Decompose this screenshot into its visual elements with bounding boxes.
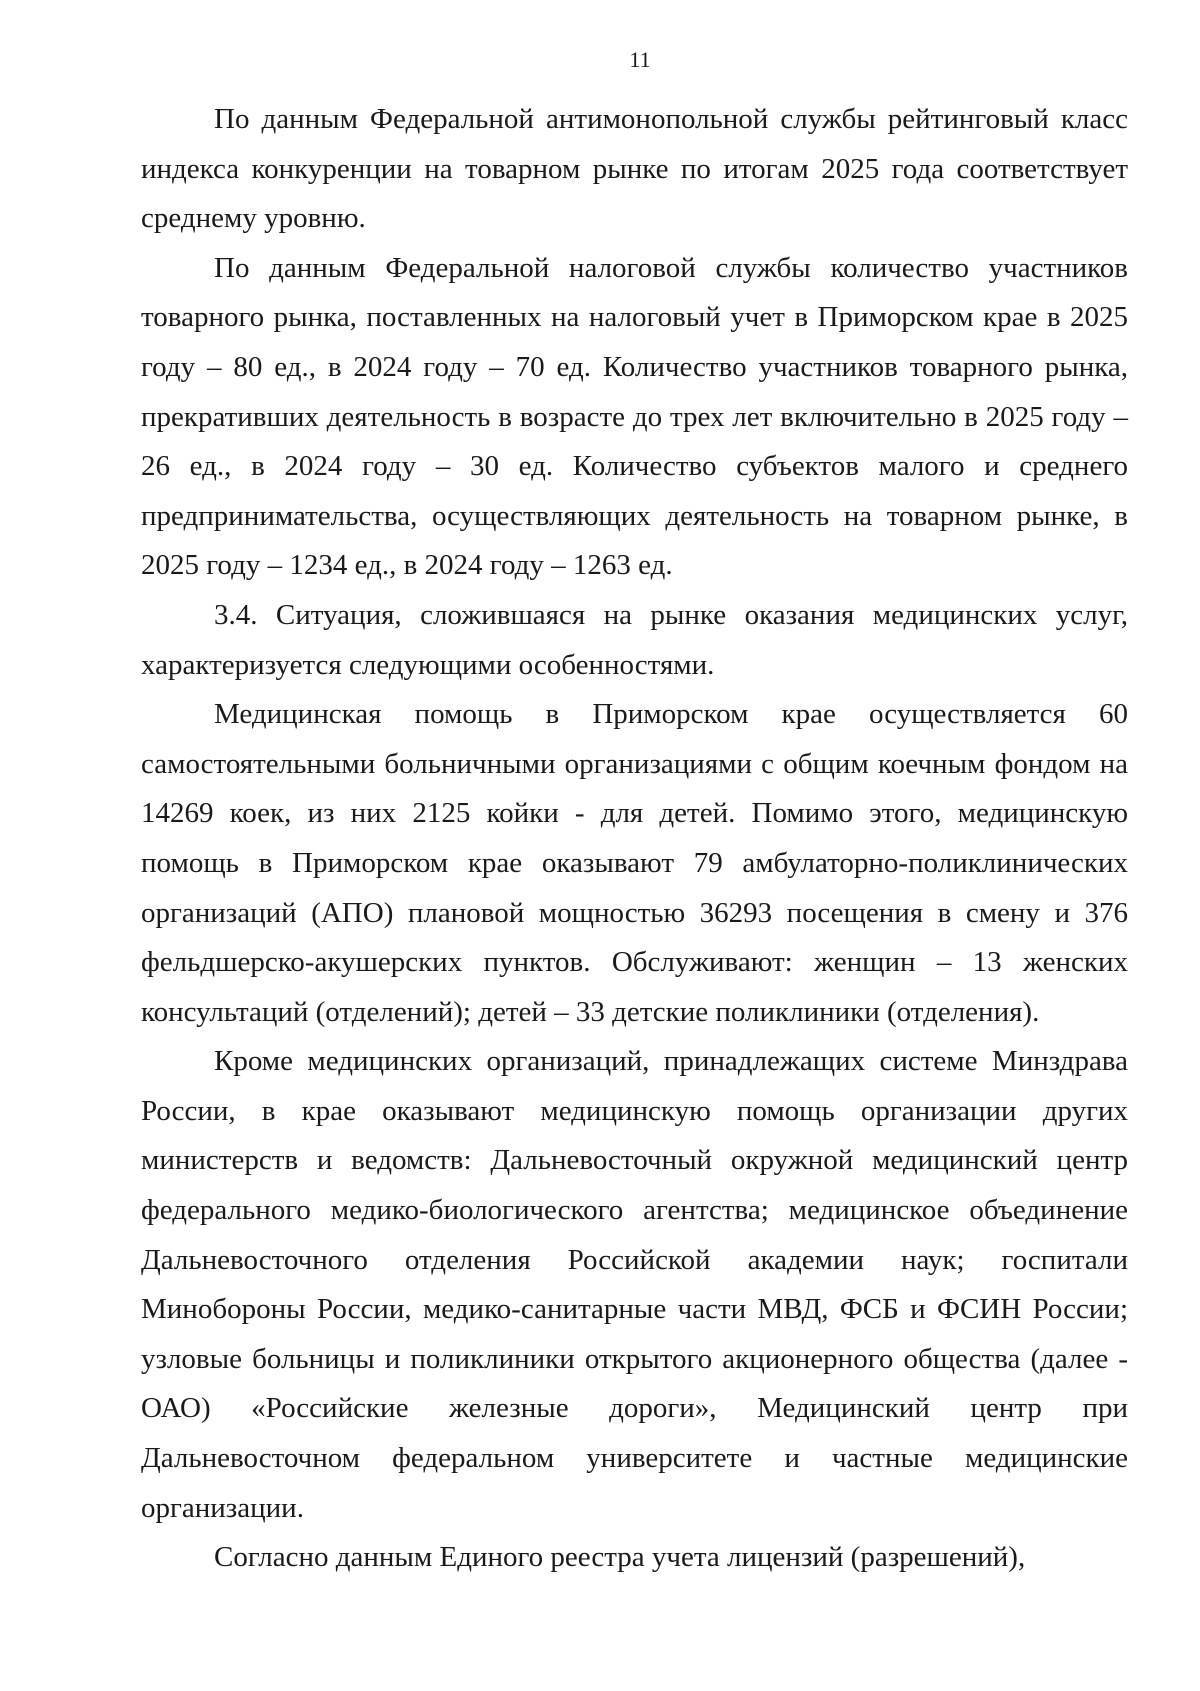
- paragraph-tax-service-data: По данным Федеральной налоговой службы количество участников товарного рынка, поставленных на налоговый учет в Приморском крае в 2025 году – 80 ед., в 2024 году – 70 ед. Количество участников товарного рынка, прекративших деятельность в возрасте до трех лет включительно в 2025 году – 26 ед., в 2024 году – 30 ед. Количество субъектов малого и среднего предпринимательства, осуществляющих деятельность на товарном рынке, в 2025 году – 1234 ед., в 2024 году – 1263 ед.: [141, 251, 1128, 582]
- paragraph-license-registry: Согласно данным Единого реестра учета лицензий (разрешений),: [214, 1541, 1026, 1574]
- document-body: [141, 95, 1128, 1583]
- paragraph-section-3-4: 3.4. Ситуация, сложившаяся на рынке оказания медицинских услуг, характеризуется следующими особенностями.: [141, 598, 1128, 681]
- paragraph-competition-index: По данным Федеральной антимонопольной службы рейтинговый класс индекса конкуренции на товарном рынке по итогам 2025 года соответствует среднему уровню.: [141, 103, 1128, 235]
- page-number: 11: [629, 47, 651, 72]
- paragraph-other-ministries: Кроме медицинских организаций, принадлежащих системе Минздрава России, в крае оказывают медицинскую помощь организации других министерств и ведомств: Дальневосточный окружной медицинский центр федерального медико-биологического агентства; медицинское объединение Дальневосточного отделения Российской академии наук; госпитали Минобороны России, медико-санитарные части МВД, ФСБ и ФСИН России; узловые больницы и поликлиники открытого акционерного общества (далее - ОАО) «Российские железные дороги», Медицинский центр при Дальневосточном федеральном университете и частные медицинские организации.: [141, 1045, 1128, 1524]
- paragraph-medical-organizations: Медицинская помощь в Приморском крае осуществляется 60 самостоятельными больничными организациями с общим коечным фондом на 14269 коек, из них 2125 койки - для детей. Помимо этого, медицинскую помощь в Приморском крае оказывают 79 амбулаторно-поликлинических организаций (АПО) плановой мощностью 36293 посещения в смену и 376 фельдшерско-акушерских пунктов. Обслуживают: женщин – 13 женских консультаций (отделений); детей – 33 детские поликлиники (отделения).: [141, 698, 1128, 1028]
